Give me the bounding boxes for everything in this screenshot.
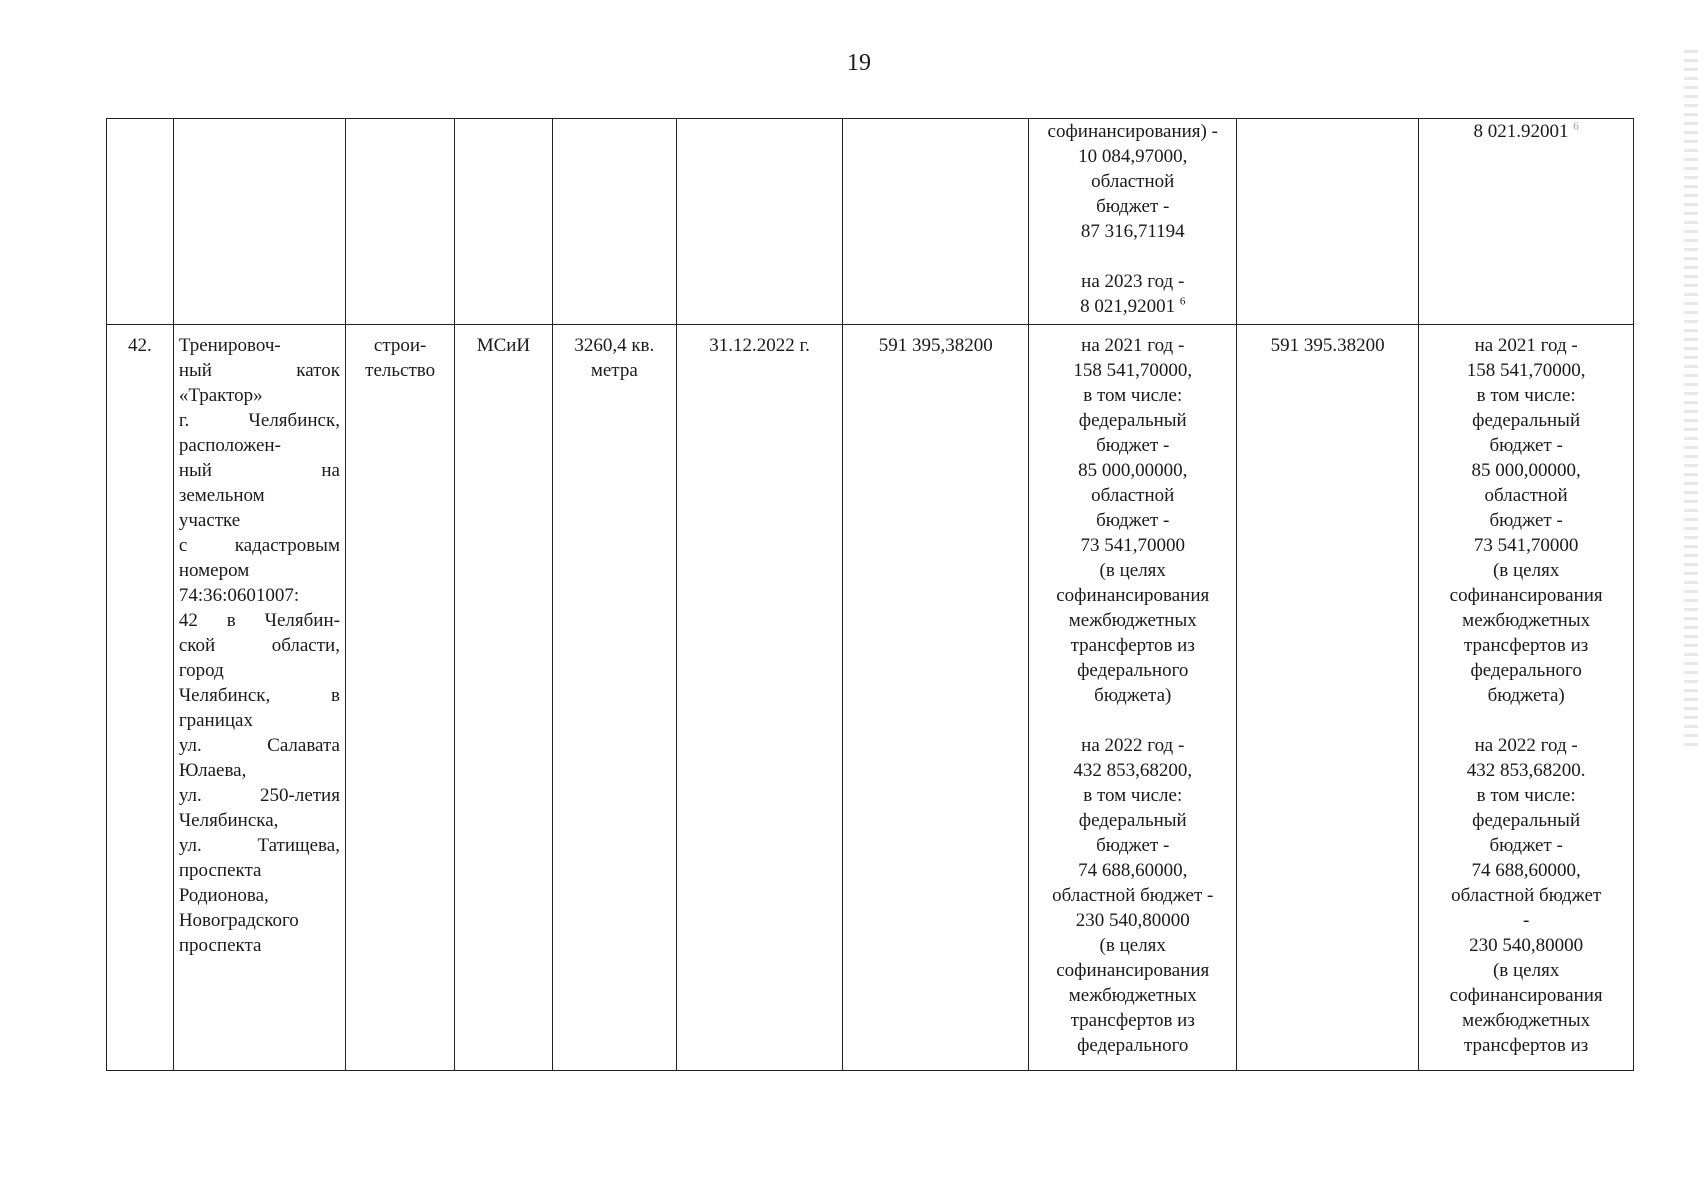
funding-line: бюджет - — [1096, 835, 1170, 856]
table-row-42 — [107, 325, 1634, 1071]
name-line: Новоградского — [178, 910, 299, 931]
name-line: ный на — [178, 460, 340, 481]
cell-limits — [1419, 119, 1634, 325]
funding-line: федеральный — [1078, 810, 1187, 831]
funding-line: 73 541,70000 — [1080, 535, 1185, 556]
funding-line: областной — [1091, 171, 1175, 192]
name-line: Тренировоч- — [178, 335, 281, 356]
cell-deadline: 31.12.2022 г. — [677, 325, 843, 1071]
limit-line: в том числе: — [1476, 385, 1576, 406]
funding-line: на 2023 год - — [1081, 271, 1185, 292]
limit-line: софинансирования — [1449, 985, 1603, 1006]
limit-line: (в целях — [1492, 960, 1560, 981]
cell-total-limit: 591 395.38200 — [1237, 325, 1419, 1071]
footnote-marker: 6 — [1179, 295, 1186, 308]
cell-estimated-cost: 591 395,38200 — [843, 325, 1029, 1071]
funding-line: межбюджетных — [1068, 610, 1197, 631]
funding-line — [1034, 294, 1231, 319]
funding-line: софинансирования — [1056, 960, 1210, 981]
cell-total-limit — [1237, 119, 1419, 325]
name-line: Юлаева, — [178, 760, 247, 781]
name-line: город — [178, 660, 224, 681]
limit-line: межбюджетных — [1462, 610, 1591, 631]
cell-customer: МСиИ — [455, 325, 552, 1071]
name-line: с кадастровым — [178, 535, 340, 556]
limit-line: - — [1522, 910, 1530, 931]
cell-customer — [455, 119, 552, 325]
name-line: проспекта — [178, 935, 262, 956]
limit-line: в том числе: — [1476, 785, 1576, 806]
limit-line: бюджет - — [1489, 435, 1563, 456]
limit-line: трансфертов из — [1464, 635, 1589, 656]
name-line: ул. 250-летия — [178, 785, 340, 806]
funding-line: бюджет - — [1096, 196, 1170, 217]
funding-line: 10 084,97000, — [1078, 146, 1188, 167]
name-line: ской области, — [178, 635, 340, 656]
cell-capacity — [552, 119, 677, 325]
funding-line: федерального — [1077, 1035, 1189, 1056]
limit-line: 158 541,70000, — [1466, 360, 1586, 381]
funding-line: софинансирования — [1056, 585, 1210, 606]
funding-line: федеральный — [1078, 410, 1187, 431]
table-row-continued — [107, 119, 1634, 325]
funding-line: федерального — [1077, 660, 1189, 681]
name-line: г. Челябинск, — [178, 410, 340, 431]
name-line: границах — [178, 710, 253, 731]
limit-line: бюджета) — [1487, 685, 1565, 706]
cell-object-name — [173, 325, 345, 1071]
funding-line: 87 316,71194 — [1080, 221, 1185, 242]
name-line: номером — [178, 560, 250, 581]
name-line: 42 в Челябин- — [178, 610, 340, 631]
name-line: ул. Салавата — [178, 735, 340, 756]
footnote-marker: 6 — [1573, 120, 1579, 133]
name-line: проспекта — [178, 860, 262, 881]
name-line: участке — [178, 510, 241, 531]
blank-line — [1034, 244, 1231, 269]
funding-line: (в целях — [1099, 935, 1166, 956]
limit-line: областной бюджет — [1451, 885, 1602, 906]
name-line: «Трактор» — [178, 385, 263, 406]
limit-line: межбюджетных — [1462, 1010, 1591, 1031]
funding-line: бюджета) — [1094, 685, 1172, 706]
work-type-line: тельство — [365, 360, 436, 381]
limit-line: (в целях — [1492, 560, 1560, 581]
limit-line: бюджет - — [1489, 835, 1563, 856]
funding-line: 158 541,70000, — [1073, 360, 1193, 381]
blank-line — [1424, 708, 1628, 733]
limit-line: на 2021 год - — [1474, 335, 1578, 356]
funding-line: межбюджетных — [1068, 985, 1197, 1006]
cell-object-name — [173, 119, 345, 325]
funding-line: трансфертов из — [1070, 635, 1195, 656]
cell-limits — [1419, 325, 1634, 1071]
funding-line: областной бюджет - — [1052, 885, 1214, 906]
limit-line: софинансирования — [1449, 585, 1603, 606]
capacity-line: метра — [590, 360, 638, 381]
funding-line: 432 853,68200, — [1073, 760, 1193, 781]
limit-line — [1424, 119, 1628, 144]
cell-work-type — [345, 119, 454, 325]
budget-table — [106, 118, 1634, 1071]
page-number: 19 — [847, 50, 871, 76]
limit-line: 73 541,70000 — [1473, 535, 1579, 556]
limit-line: федеральный — [1472, 810, 1581, 831]
funding-line: софинансирования) - — [1047, 121, 1218, 142]
name-line: 74:36:0601007: — [178, 585, 300, 606]
limit-line: 74 688,60000, — [1471, 860, 1581, 881]
name-line: Родионова, — [178, 885, 269, 906]
limit-line: на 2022 год - — [1474, 735, 1578, 756]
cell-work-type — [345, 325, 454, 1071]
funding-line: трансфертов из — [1070, 1010, 1195, 1031]
cell-number: 42. — [107, 325, 174, 1071]
capacity-line: 3260,4 кв. — [574, 335, 655, 356]
funding-line: в том числе: — [1083, 385, 1183, 406]
limit-line: 230 540,80000 — [1469, 935, 1584, 956]
name-line: Челябинск, в — [178, 685, 340, 706]
funding-line: бюджет - — [1096, 435, 1170, 456]
funding-line: 230 540,80000 — [1075, 910, 1190, 931]
limit-line: федеральный — [1472, 410, 1581, 431]
limit-line: федерального — [1470, 660, 1582, 681]
funding-line: (в целях — [1099, 560, 1166, 581]
name-line: ный каток — [178, 360, 340, 381]
limit-line: областной — [1484, 485, 1568, 506]
funding-value: 8 021,92001 — [1080, 296, 1176, 317]
limit-line: бюджет - — [1489, 510, 1563, 531]
cell-funding — [1029, 325, 1237, 1071]
cell-number — [107, 119, 174, 325]
name-line: расположен- — [178, 435, 281, 456]
funding-line: в том числе: — [1083, 785, 1183, 806]
cell-capacity — [552, 325, 677, 1071]
limit-line: 85 000,00000, — [1471, 460, 1581, 481]
funding-line: областной — [1091, 485, 1175, 506]
name-line: Челябинска, — [178, 810, 279, 831]
limit-value: 8 021.92001 — [1473, 121, 1569, 142]
funding-line: на 2022 год - — [1081, 735, 1185, 756]
funding-line: бюджет - — [1096, 510, 1170, 531]
cell-funding — [1029, 119, 1237, 325]
funding-line: на 2021 год - — [1081, 335, 1185, 356]
work-type-line: строи- — [373, 335, 427, 356]
funding-line: 85 000,00000, — [1078, 460, 1188, 481]
limit-line: 432 853,68200. — [1466, 760, 1586, 781]
scan-edge-artifact — [1684, 50, 1698, 750]
name-line: ул. Татищева, — [178, 835, 340, 856]
limit-line: трансфертов из — [1464, 1035, 1589, 1056]
funding-line: 74 688,60000, — [1078, 860, 1188, 881]
cell-deadline — [677, 119, 843, 325]
name-line: земельном — [178, 485, 265, 506]
cell-estimated-cost — [843, 119, 1029, 325]
blank-line — [1034, 708, 1231, 733]
